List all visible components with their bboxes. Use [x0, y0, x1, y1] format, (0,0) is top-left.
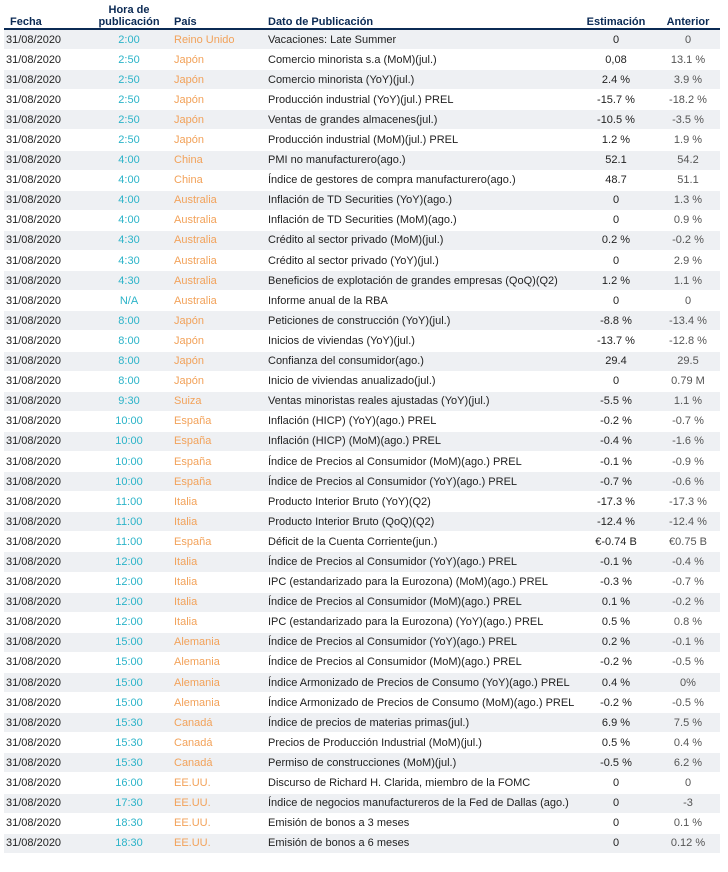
header-dato: Dato de Publicación [264, 2, 576, 29]
cell-anterior: 29.5 [656, 351, 720, 371]
cell-fecha: 31/08/2020 [4, 632, 88, 652]
cell-anterior: €0.75 B [656, 532, 720, 552]
cell-pais: Italia [170, 492, 264, 512]
cell-fecha: 31/08/2020 [4, 552, 88, 572]
cell-anterior: 1.1 % [656, 391, 720, 411]
table-row [4, 411, 720, 431]
cell-fecha: 31/08/2020 [4, 753, 88, 773]
cell-fecha: 31/08/2020 [4, 492, 88, 512]
cell-hora: 2:50 [88, 90, 170, 110]
cell-anterior: -0.1 % [656, 632, 720, 652]
cell-hora: 12:00 [88, 592, 170, 612]
table-row [4, 190, 720, 210]
cell-pais: Australia [170, 230, 264, 250]
table-row [4, 251, 720, 271]
cell-fecha: 31/08/2020 [4, 230, 88, 250]
cell-pais: Australia [170, 251, 264, 271]
cell-hora: 15:30 [88, 713, 170, 733]
table-row [4, 713, 720, 733]
cell-hora: 16:00 [88, 773, 170, 793]
cell-dato: Confianza del consumidor(ago.) [264, 351, 576, 371]
table-row [4, 753, 720, 773]
cell-estimacion: -10.5 % [576, 110, 656, 130]
cell-anterior: -3 [656, 793, 720, 813]
cell-pais: Italia [170, 572, 264, 592]
cell-hora: 2:50 [88, 50, 170, 70]
cell-pais: Japón [170, 331, 264, 351]
table-row [4, 552, 720, 572]
cell-pais: Japón [170, 90, 264, 110]
cell-pais: EE.UU. [170, 773, 264, 793]
cell-fecha: 31/08/2020 [4, 512, 88, 532]
table-row [4, 351, 720, 371]
cell-estimacion: 0.5 % [576, 612, 656, 632]
cell-pais: EE.UU. [170, 833, 264, 853]
cell-pais: China [170, 170, 264, 190]
cell-hora: 11:00 [88, 512, 170, 532]
cell-dato: Índice de Precios al Consumidor (YoY)(ago.) PREL [264, 632, 576, 652]
cell-hora: 15:30 [88, 733, 170, 753]
table-row [4, 451, 720, 471]
cell-pais: Japón [170, 70, 264, 90]
table-row [4, 170, 720, 190]
cell-pais: Alemania [170, 693, 264, 713]
cell-hora: N/A [88, 291, 170, 311]
cell-fecha: 31/08/2020 [4, 50, 88, 70]
cell-dato: Ventas de grandes almacenes(jul.) [264, 110, 576, 130]
cell-dato: Índice de Precios al Consumidor (MoM)(ago.) PREL [264, 652, 576, 672]
cell-estimacion: €-0.74 B [576, 532, 656, 552]
cell-anterior: 0 [656, 773, 720, 793]
cell-anterior: -12.4 % [656, 512, 720, 532]
cell-anterior: 0.79 M [656, 371, 720, 391]
cell-pais: España [170, 472, 264, 492]
cell-dato: Índice de Precios al Consumidor (MoM)(ago.) PREL [264, 592, 576, 612]
table-row [4, 210, 720, 230]
cell-anterior: -17.3 % [656, 492, 720, 512]
table-row [4, 652, 720, 672]
cell-estimacion: 0.2 % [576, 632, 656, 652]
table-row [4, 612, 720, 632]
cell-anterior: -0.2 % [656, 230, 720, 250]
cell-dato: Índice de negocios manufactureros de la Fed de Dallas (ago.) [264, 793, 576, 813]
cell-anterior: 0.4 % [656, 733, 720, 753]
cell-anterior: -0.4 % [656, 552, 720, 572]
cell-fecha: 31/08/2020 [4, 451, 88, 471]
cell-hora: 11:00 [88, 492, 170, 512]
cell-dato: Índice Armonizado de Precios de Consumo (MoM)(ago.) PREL [264, 693, 576, 713]
cell-anterior: -13.4 % [656, 311, 720, 331]
cell-pais: Japón [170, 371, 264, 391]
cell-fecha: 31/08/2020 [4, 291, 88, 311]
cell-hora: 17:30 [88, 793, 170, 813]
cell-estimacion: 6.9 % [576, 713, 656, 733]
cell-anterior: 1.9 % [656, 130, 720, 150]
cell-hora: 18:30 [88, 833, 170, 853]
cell-hora: 8:00 [88, 351, 170, 371]
cell-pais: España [170, 532, 264, 552]
cell-dato: Peticiones de construcción (YoY)(jul.) [264, 311, 576, 331]
cell-estimacion: 0 [576, 210, 656, 230]
cell-anterior: -12.8 % [656, 331, 720, 351]
table-row [4, 733, 720, 753]
cell-dato: IPC (estandarizado para la Eurozona) (YoY)(ago.) PREL [264, 612, 576, 632]
cell-fecha: 31/08/2020 [4, 472, 88, 492]
cell-anterior: 1.1 % [656, 271, 720, 291]
cell-dato: Índice de Precios al Consumidor (MoM)(ago.) PREL [264, 451, 576, 471]
header-pais: País [170, 2, 264, 29]
cell-pais: Canadá [170, 753, 264, 773]
cell-pais: España [170, 411, 264, 431]
table-row [4, 492, 720, 512]
cell-anterior: -0.7 % [656, 411, 720, 431]
cell-anterior: -3.5 % [656, 110, 720, 130]
cell-fecha: 31/08/2020 [4, 733, 88, 753]
table-row [4, 693, 720, 713]
cell-dato: IPC (estandarizado para la Eurozona) (MoM)(ago.) PREL [264, 572, 576, 592]
cell-hora: 8:00 [88, 331, 170, 351]
cell-hora: 10:00 [88, 451, 170, 471]
cell-anterior: 0.9 % [656, 210, 720, 230]
cell-estimacion: 2.4 % [576, 70, 656, 90]
cell-dato: Inicio de viviendas anualizado(jul.) [264, 371, 576, 391]
cell-estimacion: -0.3 % [576, 572, 656, 592]
cell-pais: Alemania [170, 632, 264, 652]
cell-anterior: 0 [656, 29, 720, 50]
cell-fecha: 31/08/2020 [4, 170, 88, 190]
cell-dato: Comercio minorista s.a (MoM)(jul.) [264, 50, 576, 70]
cell-anterior: 51.1 [656, 170, 720, 190]
cell-anterior: -0.5 % [656, 652, 720, 672]
cell-fecha: 31/08/2020 [4, 271, 88, 291]
cell-dato: Producto Interior Bruto (YoY)(Q2) [264, 492, 576, 512]
header-hora [88, 2, 170, 29]
cell-pais: China [170, 150, 264, 170]
table-row [4, 50, 720, 70]
header-hora-line2: publicación [98, 16, 160, 28]
cell-anterior: 0.1 % [656, 813, 720, 833]
table-row [4, 512, 720, 532]
cell-pais: EE.UU. [170, 793, 264, 813]
cell-estimacion: -17.3 % [576, 492, 656, 512]
table-row [4, 331, 720, 351]
cell-fecha: 31/08/2020 [4, 210, 88, 230]
cell-pais: Italia [170, 512, 264, 532]
cell-hora: 15:00 [88, 632, 170, 652]
cell-dato: Beneficios de explotación de grandes empresas (QoQ)(Q2) [264, 271, 576, 291]
table-row [4, 110, 720, 130]
cell-estimacion: -0.1 % [576, 552, 656, 572]
cell-estimacion: 0 [576, 291, 656, 311]
cell-fecha: 31/08/2020 [4, 813, 88, 833]
cell-dato: Emisión de bonos a 3 meses [264, 813, 576, 833]
cell-pais: Reino Unido [170, 29, 264, 50]
cell-dato: Producción industrial (YoY)(jul.) PREL [264, 90, 576, 110]
cell-hora: 15:00 [88, 693, 170, 713]
cell-hora: 4:00 [88, 190, 170, 210]
cell-estimacion: 0 [576, 833, 656, 853]
table-row [4, 90, 720, 110]
cell-estimacion: 0.5 % [576, 733, 656, 753]
cell-anterior: -18.2 % [656, 90, 720, 110]
cell-hora: 4:00 [88, 150, 170, 170]
table-row [4, 150, 720, 170]
table-row [4, 271, 720, 291]
cell-dato: PMI no manufacturero(ago.) [264, 150, 576, 170]
cell-estimacion: 0 [576, 29, 656, 50]
cell-pais: Japón [170, 110, 264, 130]
cell-dato: Emisión de bonos a 6 meses [264, 833, 576, 853]
cell-anterior: 0 [656, 291, 720, 311]
cell-estimacion: -5.5 % [576, 391, 656, 411]
cell-fecha: 31/08/2020 [4, 391, 88, 411]
cell-estimacion: -0.1 % [576, 451, 656, 471]
cell-hora: 15:30 [88, 753, 170, 773]
cell-estimacion: 0.4 % [576, 673, 656, 693]
cell-fecha: 31/08/2020 [4, 713, 88, 733]
cell-hora: 8:00 [88, 371, 170, 391]
cell-pais: Japón [170, 130, 264, 150]
cell-hora: 15:00 [88, 673, 170, 693]
cell-dato: Índice de Precios al Consumidor (YoY)(ago.) PREL [264, 472, 576, 492]
cell-fecha: 31/08/2020 [4, 612, 88, 632]
cell-dato: Índice de precios de materias primas(jul.) [264, 713, 576, 733]
cell-pais: Suiza [170, 391, 264, 411]
cell-dato: Inflación de TD Securities (MoM)(ago.) [264, 210, 576, 230]
cell-hora: 2:50 [88, 110, 170, 130]
cell-estimacion: 0.2 % [576, 230, 656, 250]
cell-pais: Australia [170, 291, 264, 311]
cell-anterior: -0.2 % [656, 592, 720, 612]
cell-fecha: 31/08/2020 [4, 411, 88, 431]
cell-fecha: 31/08/2020 [4, 371, 88, 391]
cell-fecha: 31/08/2020 [4, 773, 88, 793]
cell-fecha: 31/08/2020 [4, 311, 88, 331]
table-body [4, 29, 720, 853]
cell-hora: 4:30 [88, 271, 170, 291]
cell-hora: 10:00 [88, 411, 170, 431]
cell-dato: Vacaciones: Late Summer [264, 29, 576, 50]
cell-anterior: 6.2 % [656, 753, 720, 773]
cell-fecha: 31/08/2020 [4, 673, 88, 693]
cell-estimacion: -12.4 % [576, 512, 656, 532]
cell-hora: 2:50 [88, 70, 170, 90]
cell-dato: Índice Armonizado de Precios de Consumo (YoY)(ago.) PREL [264, 673, 576, 693]
table-row [4, 793, 720, 813]
table-row [4, 532, 720, 552]
cell-fecha: 31/08/2020 [4, 70, 88, 90]
header-hora-line1: Hora de [108, 4, 150, 16]
cell-estimacion: 0 [576, 371, 656, 391]
cell-hora: 4:00 [88, 170, 170, 190]
cell-pais: Alemania [170, 652, 264, 672]
cell-estimacion: 0.1 % [576, 592, 656, 612]
cell-pais: Australia [170, 190, 264, 210]
cell-pais: Japón [170, 50, 264, 70]
table-row [4, 371, 720, 391]
cell-estimacion: -0.2 % [576, 693, 656, 713]
cell-pais: Canadá [170, 713, 264, 733]
table-row [4, 773, 720, 793]
cell-dato: Déficit de la Cuenta Corriente(jun.) [264, 532, 576, 552]
cell-hora: 18:30 [88, 813, 170, 833]
cell-fecha: 31/08/2020 [4, 833, 88, 853]
cell-dato: Crédito al sector privado (MoM)(jul.) [264, 230, 576, 250]
cell-hora: 10:00 [88, 431, 170, 451]
cell-estimacion: 0 [576, 190, 656, 210]
cell-dato: Precios de Producción Industrial (MoM)(jul.) [264, 733, 576, 753]
cell-pais: Italia [170, 612, 264, 632]
cell-anterior: -0.5 % [656, 693, 720, 713]
cell-pais: España [170, 451, 264, 471]
cell-estimacion: -15.7 % [576, 90, 656, 110]
header-estimacion: Estimación [576, 2, 656, 29]
cell-hora: 2:00 [88, 29, 170, 50]
cell-hora: 4:30 [88, 251, 170, 271]
cell-dato: Índice de gestores de compra manufacturero(ago.) [264, 170, 576, 190]
table-row [4, 311, 720, 331]
cell-estimacion: 0 [576, 813, 656, 833]
cell-hora: 11:00 [88, 532, 170, 552]
cell-dato: Producción industrial (MoM)(jul.) PREL [264, 130, 576, 150]
cell-estimacion: 48.7 [576, 170, 656, 190]
cell-fecha: 31/08/2020 [4, 130, 88, 150]
table-row [4, 230, 720, 250]
cell-anterior: -0.7 % [656, 572, 720, 592]
table-header [4, 2, 720, 29]
cell-pais: Italia [170, 592, 264, 612]
cell-estimacion: -0.4 % [576, 431, 656, 451]
cell-pais: EE.UU. [170, 813, 264, 833]
cell-anterior: 0.8 % [656, 612, 720, 632]
cell-anterior: 7.5 % [656, 713, 720, 733]
cell-hora: 12:00 [88, 612, 170, 632]
cell-fecha: 31/08/2020 [4, 793, 88, 813]
cell-anterior: -1.6 % [656, 431, 720, 451]
cell-dato: Discurso de Richard H. Clarida, miembro de la FOMC [264, 773, 576, 793]
cell-anterior: 2.9 % [656, 251, 720, 271]
cell-hora: 9:30 [88, 391, 170, 411]
cell-estimacion: 0 [576, 773, 656, 793]
cell-fecha: 31/08/2020 [4, 331, 88, 351]
cell-pais: Canadá [170, 733, 264, 753]
cell-fecha: 31/08/2020 [4, 592, 88, 612]
cell-pais: Australia [170, 210, 264, 230]
cell-anterior: -0.9 % [656, 451, 720, 471]
cell-pais: Japón [170, 351, 264, 371]
cell-anterior: 0.12 % [656, 833, 720, 853]
cell-hora: 4:30 [88, 230, 170, 250]
table-row [4, 70, 720, 90]
cell-dato: Inflación (HICP) (MoM)(ago.) PREL [264, 431, 576, 451]
cell-hora: 12:00 [88, 552, 170, 572]
table-row [4, 472, 720, 492]
cell-fecha: 31/08/2020 [4, 29, 88, 50]
cell-fecha: 31/08/2020 [4, 532, 88, 552]
cell-estimacion: -13.7 % [576, 331, 656, 351]
cell-hora: 2:50 [88, 130, 170, 150]
cell-anterior: 0% [656, 673, 720, 693]
cell-estimacion: 1.2 % [576, 130, 656, 150]
cell-estimacion: 0,08 [576, 50, 656, 70]
cell-fecha: 31/08/2020 [4, 652, 88, 672]
cell-fecha: 31/08/2020 [4, 90, 88, 110]
cell-estimacion: 0 [576, 793, 656, 813]
header-anterior: Anterior [656, 2, 720, 29]
cell-pais: España [170, 431, 264, 451]
cell-anterior: 1.3 % [656, 190, 720, 210]
cell-estimacion: -0.2 % [576, 652, 656, 672]
cell-hora: 4:00 [88, 210, 170, 230]
cell-anterior: 13.1 % [656, 50, 720, 70]
cell-dato: Índice de Precios al Consumidor (YoY)(ago.) PREL [264, 552, 576, 572]
cell-estimacion: 1.2 % [576, 271, 656, 291]
cell-dato: Inflación de TD Securities (YoY)(ago.) [264, 190, 576, 210]
cell-dato: Informe anual de la RBA [264, 291, 576, 311]
cell-estimacion: -0.2 % [576, 411, 656, 431]
cell-dato: Producto Interior Bruto (QoQ)(Q2) [264, 512, 576, 532]
cell-dato: Ventas minoristas reales ajustadas (YoY)(jul.) [264, 391, 576, 411]
cell-fecha: 31/08/2020 [4, 693, 88, 713]
cell-dato: Crédito al sector privado (YoY)(jul.) [264, 251, 576, 271]
table-row [4, 632, 720, 652]
cell-hora: 15:00 [88, 652, 170, 672]
cell-hora: 12:00 [88, 572, 170, 592]
cell-anterior: 3.9 % [656, 70, 720, 90]
table-row [4, 813, 720, 833]
cell-fecha: 31/08/2020 [4, 190, 88, 210]
cell-pais: Italia [170, 552, 264, 572]
cell-fecha: 31/08/2020 [4, 110, 88, 130]
table-row [4, 833, 720, 853]
table-row [4, 130, 720, 150]
cell-dato: Permiso de construcciones (MoM)(jul.) [264, 753, 576, 773]
cell-dato: Inflación (HICP) (YoY)(ago.) PREL [264, 411, 576, 431]
cell-dato: Inicios de viviendas (YoY)(jul.) [264, 331, 576, 351]
table-row [4, 29, 720, 50]
cell-pais: Alemania [170, 673, 264, 693]
cell-fecha: 31/08/2020 [4, 431, 88, 451]
cell-estimacion: -8.8 % [576, 311, 656, 331]
cell-dato: Comercio minorista (YoY)(jul.) [264, 70, 576, 90]
table-row [4, 431, 720, 451]
cell-estimacion: -0.7 % [576, 472, 656, 492]
table-row [4, 572, 720, 592]
cell-fecha: 31/08/2020 [4, 572, 88, 592]
cell-fecha: 31/08/2020 [4, 351, 88, 371]
cell-hora: 8:00 [88, 311, 170, 331]
cell-anterior: 54.2 [656, 150, 720, 170]
header-row [4, 2, 720, 29]
table-row [4, 291, 720, 311]
cell-estimacion: 29.4 [576, 351, 656, 371]
cell-anterior: -0.6 % [656, 472, 720, 492]
cell-estimacion: 52.1 [576, 150, 656, 170]
cell-fecha: 31/08/2020 [4, 150, 88, 170]
cell-estimacion: 0 [576, 251, 656, 271]
economic-calendar-table [4, 2, 720, 854]
cell-fecha: 31/08/2020 [4, 251, 88, 271]
cell-pais: Australia [170, 271, 264, 291]
table-row [4, 673, 720, 693]
table-row [4, 391, 720, 411]
header-fecha: Fecha [4, 2, 88, 29]
cell-pais: Japón [170, 311, 264, 331]
cell-hora: 10:00 [88, 472, 170, 492]
cell-estimacion: -0.5 % [576, 753, 656, 773]
table-row [4, 592, 720, 612]
